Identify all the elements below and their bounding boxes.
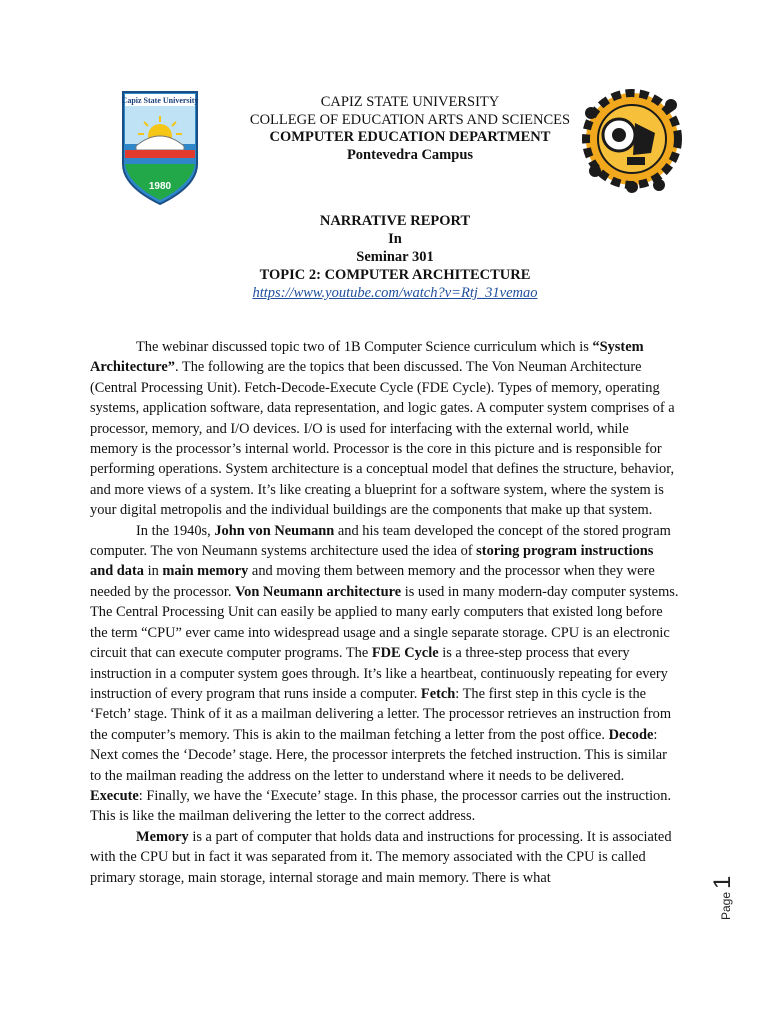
report-title-in: In bbox=[388, 231, 402, 247]
campus-name: Pontevedra Campus bbox=[346, 146, 474, 163]
paragraph-3: Memory is a part of computer that holds data and instructions for processing. It is associated with the CPU but in fact it was separated from it. The memory associated with the CPU is called primary storage, main storage, internal storage and main memory. There is what bbox=[90, 828, 672, 886]
paragraph-2: In the 1940s, John von Neumann and his team developed the concept of the stored program computer. The von Neumann systems architecture used the idea of storing program instructions and data in main memory and moving them between memory and the processor when they were needed by the processor. Von Neumann architecture is used in many modern-day computer systems. The Central Processing Unit can easily be applied to many early computers that existed long before the term “CPU” ever came into widespread usage and a single separate storage. CPU is an electronic circuit that can execute computer programs. The FDE Cycle is a three-step process that every instruction in a computer system goes through. It’s like a heartbeat, continuously repeating for every instruction of every program that runs inside a computer. Fetch: The first step in this cycle is the ‘Fetch’ stage. Think of it as a mailman delivering a letter. The processor retrieves an instruction from the computer’s memory. This is akin to the mailman fetching a letter from the post office. Decode: Next comes the ‘Decode’ stage. Here, the processor interprets the fetched instruction. This is similar to the mailman reading the address on the letter to understand where it needs to be delivered. Execute: Finally, we have the ‘Execute’ stage. In this phase, the processor carries out the instruction. This is like the mailman delivering the letter to the correct address. bbox=[90, 522, 679, 825]
logo-year-text: 1980 bbox=[148, 181, 172, 192]
page-label: Page bbox=[719, 891, 733, 920]
department-logo bbox=[573, 83, 691, 195]
university-logo bbox=[104, 86, 216, 208]
page-number-value: 1 bbox=[709, 875, 736, 889]
logo-label-text: Capiz State University bbox=[121, 96, 199, 105]
report-title-block bbox=[180, 212, 610, 302]
video-link[interactable]: https://www.youtube.com/watch?v=Rtj_31vemao bbox=[252, 285, 538, 301]
department-name: COMPUTER EDUCATION DEPARTMENT bbox=[269, 129, 551, 145]
report-title: NARRATIVE REPORT bbox=[319, 213, 471, 229]
report-body bbox=[90, 337, 680, 888]
document-header bbox=[210, 94, 610, 164]
page-number bbox=[705, 862, 735, 922]
topic-title: TOPIC 2: COMPUTER ARCHITECTURE bbox=[259, 267, 531, 283]
university-name: CAPIZ STATE UNIVERSITY bbox=[320, 94, 500, 110]
college-name: COLLEGE OF EDUCATION ARTS AND SCIENCES bbox=[249, 111, 571, 128]
paragraph-1: The webinar discussed topic two of 1B Computer Science curriculum which is “System Architecture”. The following are the topics that been discussed. The Von Neuman Architecture (Central Processing Unit). Fetch-Decode-Execute Cycle (FDE Cycle). Types of memory, operating systems, application software, data representation, and logic gates. A computer system comprises of a processor, memory, and I/O devices. I/O is used for interfacing with the external world, while memory is the processor’s internal world. Processor is the core in this picture and is responsible for performing operations. System architecture is a conceptual model that defines the structure, behavior, and more views of a system. It’s like creating a blueprint for a software system, where the system is your digital metropolis and the individual buildings are the components that make up that system. bbox=[90, 339, 675, 519]
seminar-name: Seminar 301 bbox=[356, 249, 434, 265]
